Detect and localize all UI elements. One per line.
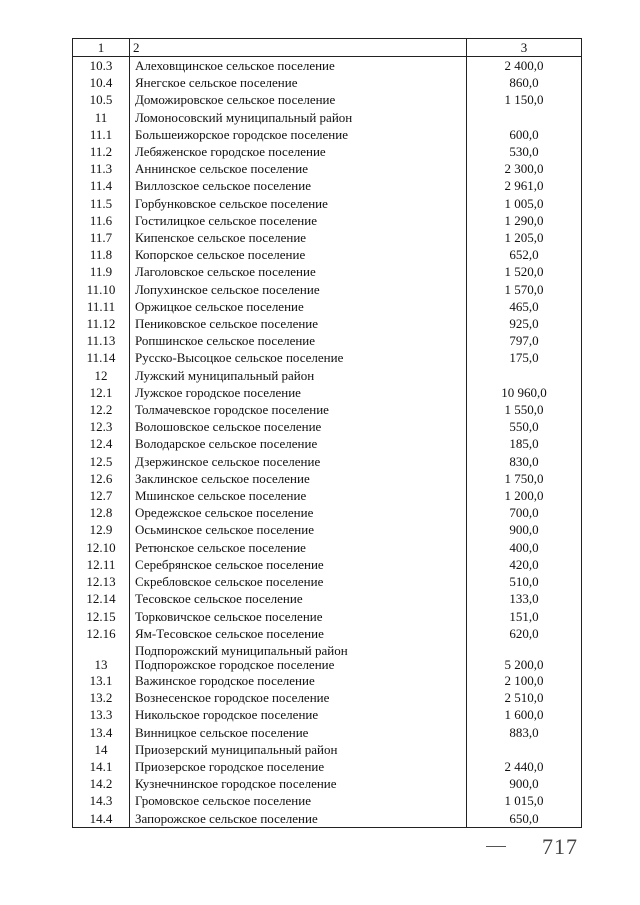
table-row [73, 91, 582, 108]
settlement-name: Горбунковское сельское поселение [130, 195, 467, 212]
row-number: 11.8 [73, 246, 130, 263]
table-row [73, 126, 582, 143]
table-row [73, 689, 582, 706]
settlement-name: Лаголовское сельское поселение [130, 263, 467, 280]
settlement-name: Запорожское сельское поселение [130, 810, 467, 828]
row-number: 10.4 [73, 74, 130, 91]
row-number: 11.7 [73, 229, 130, 246]
settlement-name: Толмачевское городское поселение [130, 401, 467, 418]
amount-value: 10 960,0 [467, 384, 582, 401]
amount-value: 5 200,0 [467, 642, 582, 672]
table-row [73, 212, 582, 229]
settlement-name: Приозерское городское поселение [130, 758, 467, 775]
settlement-name: Осьминское сельское поселение [130, 521, 467, 538]
amount-value: 510,0 [467, 573, 582, 590]
settlement-name: Волошовское сельское поселение [130, 418, 467, 435]
amount-value: 175,0 [467, 349, 582, 366]
table-row [73, 418, 582, 435]
amount-value: 2 400,0 [467, 57, 582, 75]
settlement-name: Подпорожское городское поселение [135, 656, 335, 672]
table-row [73, 810, 582, 828]
table-row [73, 724, 582, 741]
amount-value: 900,0 [467, 521, 582, 538]
table-row [73, 487, 582, 504]
row-number: 12.15 [73, 608, 130, 625]
row-number: 11 [73, 109, 130, 126]
row-number: 11.1 [73, 126, 130, 143]
header-row [73, 39, 582, 57]
allocation-table [72, 38, 582, 828]
table-row [73, 177, 582, 194]
settlement-name: Виллозское сельское поселение [130, 177, 467, 194]
settlement-name: Гостилицкое сельское поселение [130, 212, 467, 229]
district-name: Подпорожский муниципальный район [135, 642, 348, 658]
row-number: 11.11 [73, 298, 130, 315]
row-number: 10.5 [73, 91, 130, 108]
table-row [73, 504, 582, 521]
table-row [73, 539, 582, 556]
table-row [73, 160, 582, 177]
row-number: 11.12 [73, 315, 130, 332]
footer-dash [486, 846, 506, 847]
settlement-name: Кипенское сельское поселение [130, 229, 467, 246]
table-row [73, 349, 582, 366]
amount-value: 2 300,0 [467, 160, 582, 177]
settlement-name: Лужское городское поселение [130, 384, 467, 401]
row-number: 11.4 [73, 177, 130, 194]
row-number: 12.16 [73, 625, 130, 642]
table-row [73, 672, 582, 689]
amount-value: 420,0 [467, 556, 582, 573]
amount-value: 860,0 [467, 74, 582, 91]
settlement-name: Лопухинское сельское поселение [130, 281, 467, 298]
amount-value [467, 109, 582, 126]
table-row [73, 453, 582, 470]
row-number: 11.10 [73, 281, 130, 298]
amount-value: 797,0 [467, 332, 582, 349]
amount-value: 925,0 [467, 315, 582, 332]
row-number: 11.9 [73, 263, 130, 280]
row-number: 13.3 [73, 706, 130, 723]
amount-value: 465,0 [467, 298, 582, 315]
row-number: 12.4 [73, 435, 130, 452]
table-row [73, 367, 582, 384]
table-row [73, 74, 582, 91]
row-number: 14 [73, 741, 130, 758]
table-row [73, 281, 582, 298]
settlement-name: Мшинское сельское поселение [130, 487, 467, 504]
settlement-name [130, 642, 467, 672]
row-number: 12.3 [73, 418, 130, 435]
settlement-name: Кузнечнинское городское поселение [130, 775, 467, 792]
row-number: 11.5 [73, 195, 130, 212]
settlement-name: Большеижорское городское поселение [130, 126, 467, 143]
amount-value: 1 205,0 [467, 229, 582, 246]
amount-value: 650,0 [467, 810, 582, 828]
table-row [73, 401, 582, 418]
settlement-name: Оржицкое сельское поселение [130, 298, 467, 315]
amount-value: 400,0 [467, 539, 582, 556]
amount-value: 2 510,0 [467, 689, 582, 706]
table-row [73, 435, 582, 452]
row-number: 14.2 [73, 775, 130, 792]
row-number: 12.14 [73, 590, 130, 607]
row-number: 12.7 [73, 487, 130, 504]
table-row [73, 470, 582, 487]
row-number: 11.14 [73, 349, 130, 366]
table-row [73, 758, 582, 775]
amount-value: 1 200,0 [467, 487, 582, 504]
row-number: 11.2 [73, 143, 130, 160]
table-row [73, 246, 582, 263]
settlement-name: Серебрянское сельское поселение [130, 556, 467, 573]
amount-value: 1 550,0 [467, 401, 582, 418]
row-number: 13.4 [73, 724, 130, 741]
settlement-name: Ломоносовский муниципальный район [130, 109, 467, 126]
amount-value: 1 600,0 [467, 706, 582, 723]
settlement-name: Алеховщинское сельское поселение [130, 57, 467, 75]
settlement-name: Вознесенское городское поселение [130, 689, 467, 706]
row-number: 11.3 [73, 160, 130, 177]
table-row [73, 775, 582, 792]
row-number: 13.1 [73, 672, 130, 689]
settlement-name: Громовское сельское поселение [130, 792, 467, 809]
amount-value: 1 520,0 [467, 263, 582, 280]
amount-value: 1 570,0 [467, 281, 582, 298]
settlement-name: Никольское городское поселение [130, 706, 467, 723]
settlement-name: Лужский муниципальный район [130, 367, 467, 384]
row-number: 12.1 [73, 384, 130, 401]
row-number: 12.6 [73, 470, 130, 487]
amount-value: 1 150,0 [467, 91, 582, 108]
row-number: 12.9 [73, 521, 130, 538]
row-number: 14.1 [73, 758, 130, 775]
amount-value: 151,0 [467, 608, 582, 625]
amount-value: 883,0 [467, 724, 582, 741]
settlement-name: Русско-Высоцкое сельское поселение [130, 349, 467, 366]
table-row [73, 109, 582, 126]
table-row [73, 792, 582, 809]
table-row [73, 195, 582, 212]
settlement-name: Винницкое сельское поселение [130, 724, 467, 741]
col-header-3: 3 [467, 39, 582, 57]
row-number: 12 [73, 367, 130, 384]
settlement-name: Лебяженское городское поселение [130, 143, 467, 160]
amount-value [467, 741, 582, 758]
col-header-2: 2 [130, 39, 467, 57]
table-row [73, 521, 582, 538]
row-number: 13.2 [73, 689, 130, 706]
table-row [73, 298, 582, 315]
amount-value: 550,0 [467, 418, 582, 435]
settlement-name: Оредежское сельское поселение [130, 504, 467, 521]
table-row [73, 608, 582, 625]
row-number: 12.13 [73, 573, 130, 590]
amount-value: 2 100,0 [467, 672, 582, 689]
amount-value [467, 367, 582, 384]
settlement-name: Тесовское сельское поселение [130, 590, 467, 607]
settlement-name: Ретюнское сельское поселение [130, 539, 467, 556]
row-number: 14.3 [73, 792, 130, 809]
table-row [73, 625, 582, 642]
table-row [73, 229, 582, 246]
settlement-name: Дзержинское сельское поселение [130, 453, 467, 470]
table-row [73, 706, 582, 723]
amount-value: 1 005,0 [467, 195, 582, 212]
amount-value: 133,0 [467, 590, 582, 607]
settlement-name: Пениковское сельское поселение [130, 315, 467, 332]
row-number: 14.4 [73, 810, 130, 828]
settlement-name: Ропшинское сельское поселение [130, 332, 467, 349]
table-row [73, 57, 582, 75]
amount-value: 830,0 [467, 453, 582, 470]
amount-value: 1 750,0 [467, 470, 582, 487]
amount-value: 2 961,0 [467, 177, 582, 194]
page-number: 717 [542, 834, 578, 859]
row-number: 12.2 [73, 401, 130, 418]
settlement-name: Копорское сельское поселение [130, 246, 467, 263]
table-row [73, 332, 582, 349]
row-number: 11.6 [73, 212, 130, 229]
table-row [73, 556, 582, 573]
row-number: 12.5 [73, 453, 130, 470]
settlement-name: Янегское сельское поселение [130, 74, 467, 91]
settlement-name: Торковичское сельское поселение [130, 608, 467, 625]
settlement-name: Заклинское сельское поселение [130, 470, 467, 487]
table-row [73, 590, 582, 607]
settlement-name: Приозерский муниципальный район [130, 741, 467, 758]
row-number: 12.11 [73, 556, 130, 573]
row-number: 10.3 [73, 57, 130, 75]
col-header-1: 1 [73, 39, 130, 57]
amount-value: 600,0 [467, 126, 582, 143]
amount-value: 185,0 [467, 435, 582, 452]
settlement-name: Володарское сельское поселение [130, 435, 467, 452]
amount-value: 652,0 [467, 246, 582, 263]
amount-value: 900,0 [467, 775, 582, 792]
settlement-name: Аннинское сельское поселение [130, 160, 467, 177]
table-row [73, 143, 582, 160]
row-number: 11.13 [73, 332, 130, 349]
settlement-name: Скребловское сельское поселение [130, 573, 467, 590]
settlement-name: Доможировское сельское поселение [130, 91, 467, 108]
amount-value: 620,0 [467, 625, 582, 642]
amount-value: 530,0 [467, 143, 582, 160]
table-row [73, 573, 582, 590]
table-row [73, 263, 582, 280]
row-number: 13 [73, 642, 130, 672]
table-row [73, 642, 582, 672]
amount-value: 2 440,0 [467, 758, 582, 775]
table-row [73, 315, 582, 332]
row-number: 12.8 [73, 504, 130, 521]
table-row [73, 384, 582, 401]
table-row [73, 741, 582, 758]
row-number: 12.10 [73, 539, 130, 556]
amount-value: 1 015,0 [467, 792, 582, 809]
amount-value: 700,0 [467, 504, 582, 521]
settlement-name: Ям-Тесовское сельское поселение [130, 625, 467, 642]
amount-value: 1 290,0 [467, 212, 582, 229]
settlement-name: Важинское городское поселение [130, 672, 467, 689]
